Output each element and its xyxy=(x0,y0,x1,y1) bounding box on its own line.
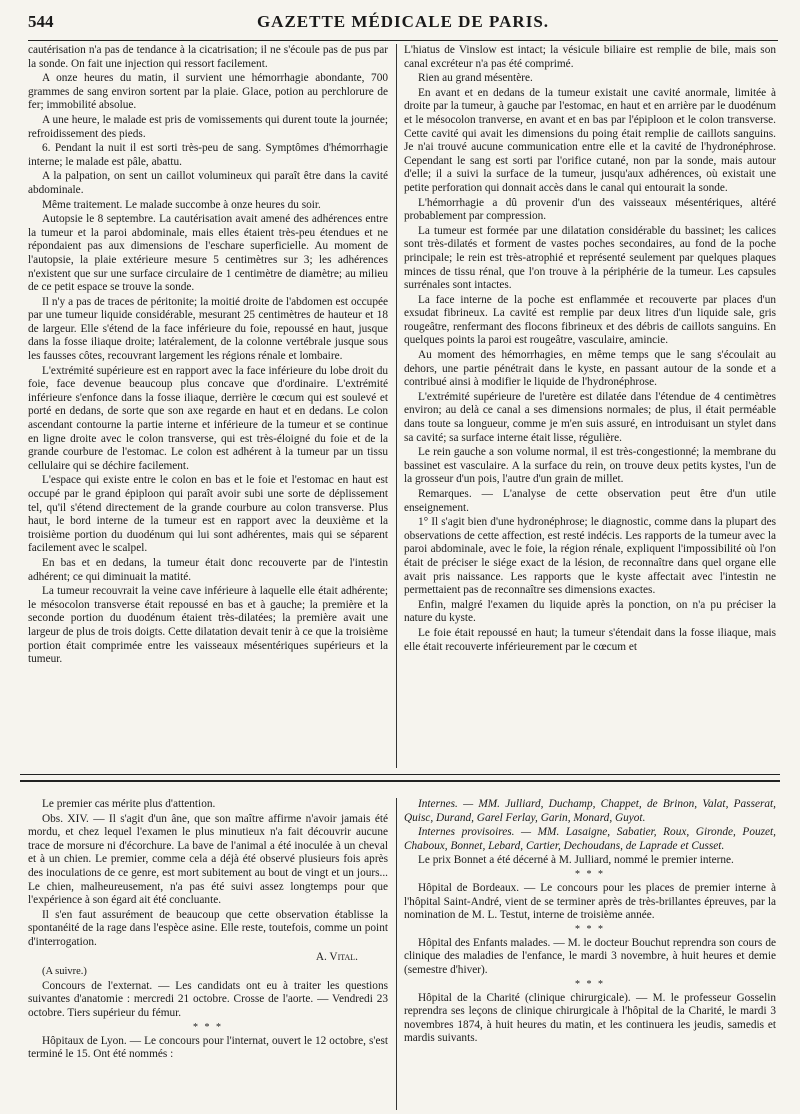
paragraph: Au moment des hémorrhagies, en même temps que le sang s'écoulait au dehors, une partie pénétrait dans le kyste, en passant autour de la sonde et a contribué ainsi à modifier le liquide de l'hydronéphrose. xyxy=(404,349,776,389)
paragraph: En avant et en dedans de la tumeur existait une cavité anormale, limitée à droite par la tumeur, à gauche par l'estomac, en haut et en arrière par le duodénum et le mésocolon tranverse, en avant et en bas par l'épiploon et le colon transverse. Cette cavité qui avait les dimensions du poing était remplie de caillots sanguins. Je n'ai trouvé aucune communication entre elle et la cavité de l'hydronéphrose. Cependant le sang est sorti par l'orifice cutané, non par la sonde, mais autour d'elle; il a suivi la surface de la tumeur, jusqu'aux adhérences, où existait une petite perforation qui donnait accès dans le canal qui entourait la sonde. xyxy=(404,86,776,194)
article-column-left xyxy=(28,44,388,766)
news-column-left xyxy=(28,798,388,1108)
news-item-charite: Hôpital de la Charité (clinique chirurgicale). — M. le professeur Gosselin reprendra ses leçons de clinique chirurgicale à l'hôpital de la Charité, le mardi 3 novembres 1874, à huit heures du matin, et les continuera les jeudis, samedis et mardis suivants. xyxy=(404,991,776,1045)
column-divider-bottom xyxy=(396,798,397,1110)
paragraph: A une heure, le malade est pris de vomissements qui durent toute la journée; refroidissement des pieds. xyxy=(28,113,388,140)
paragraph: L'extrémité supérieure de l'uretère est dilatée dans l'étendue de 4 centimètres environ; au delà ce canal a ses dimensions normales; de plus, il était perméable dans toute sa longueur, comme je m'en suis assuré, en introduisant un stylet dans sa cavité; sa surface interne était lisse, régulière. xyxy=(404,390,776,444)
paragraph: Le foie était repoussé en haut; la tumeur s'étendait dans la fosse iliaque, mais elle était recouverte inférieurement par le cœcum et xyxy=(404,626,776,653)
author-signature: A. Vital. xyxy=(315,950,358,963)
paragraph: L'hiatus de Vinslow est intact; la vésicule biliaire est remplie de bile, mais son canal excréteur n'a pas été comprimé. xyxy=(404,44,776,70)
paragraph: L'extrémité supérieure est en rapport avec la face inférieure du lobe droit du foie, face devenue beaucoup plus concave que d'ordinaire. L'extrémité inférieure s'enfonce dans la fosse iliaque, derrière le cœcum qui est soulevé et porté en dedans, de sorte que son axe regarde en haut et en dedans. Le colon ascendant contourne la partie interne et inférieure de la tumeur et se continue en ligne droite avec le colon transverse, qui est très-éloigné du foie et de la grande courbure de l'estomac. Le colon est adhérent à la tumeur par un tissu cellulaire qui se déchire facilement. xyxy=(28,364,388,472)
paragraph: L'espace qui existe entre le colon en bas et le foie et l'estomac en haut est occupé par le grand épiploon qui paraît avoir subi une sorte de déplissement tel, qu'il s'étend directement de la grande courbure au colon transverse. Plus haut, le bord interne de la tumeur est en rapport avec la deuxième et la troisième portion du duodénum qui lui sont adhérentes, mais qui se séparent facilement avec le scalpel. xyxy=(28,474,388,555)
separator-asterisks: * * * xyxy=(575,978,605,990)
provisional-interns-list: Internes provisoires. — MM. Lasaigne, Sabatier, Roux, Gironde, Pouzet, Chaboux, Bonnet, Lebard, Cartier, Dechoudans, de Laprade et Cusset. xyxy=(404,826,776,852)
paragraph: Autopsie le 8 septembre. La cautérisation avait amené des adhérences entre la tumeur et la paroi abdominale, mais elles étaient très-peu étendues et ne répondaient pas aux dimensions de l'eschare superficielle. Au moment de l'autopsie, la plaie extérieure mesure 5 centimètres sur 3; les adhérences n'existent que sur une surface circulaire de 1 centimètre de diamètre; au milieu de ce petit espace se trouve la sonde. xyxy=(28,213,388,294)
to-be-continued: (A suivre.) xyxy=(42,966,87,978)
paragraph: En bas et en dedans, la tumeur était donc recouverte par de l'intestin adhérent; ce qui diminuait la matité. xyxy=(28,556,388,583)
paragraph: Le rein gauche a son volume normal, il est très-congestionné; la membrane du bassinet est vasculaire. A la surface du rein, on trouve deux petits kystes, l'un de la grosseur d'un pois, l'autre d'un grain de millet. xyxy=(404,446,776,486)
paragraph: Enfin, malgré l'examen du liquide après la ponction, on n'a pu préciser la nature du kyste. xyxy=(404,598,776,625)
observation-paragraph: Obs. XIV. — Il s'agit d'un âne, que son maître affirme n'avoir jamais été mordu, et chez lequel l'examen le plus minutieux n'a fait découvrir aucune trace de morsure ni d'écorchure. La bave de l'animal a été inoculée à un cheval et à un chien. Le premier, comme cela a déjà été observé plusieurs fois après des inoculations de ce genre, est mort subitement au bout de vingt et un jours... Le chien, malheureusement, n'a pas été suivi assez longtemps pour que l'expérience à son égard ait été concluante. xyxy=(28,812,388,907)
column-divider-top xyxy=(396,44,397,768)
paragraph: A onze heures du matin, il survient une hémorrhagie abondante, 700 grammes de sang environ sortent par la plaie. Glace, potion au perchlorure de fer; immobilité absolue. xyxy=(28,72,388,112)
paragraph: La tumeur recouvrait la veine cave inférieure à laquelle elle était adhérente; le mésocolon transverse était repoussé en bas et à gauche; la première et la seconde portion du duodénum étaient très-dilatées; la première avait une largeur de plus de trois doigts. Cette dilatation devait tenir à ce que la troisième portion était comprimée entre les vaisseaux mésentériques supérieurs et la tumeur. xyxy=(28,585,388,666)
article-column-right xyxy=(404,44,776,766)
journal-title: GAZETTE MÉDICALE DE PARIS. xyxy=(256,12,550,31)
paragraph: Le prix Bonnet a été décerné à M. Julliard, nommé le premier interne. xyxy=(418,854,734,867)
news-column-right xyxy=(404,798,776,1108)
interns-list: Internes. — MM. Julliard, Duchamp, Chappet, de Brinon, Valat, Passerat, Quisc, Durand, Garel Ferlay, Garin, Monard, Guyot. xyxy=(404,798,776,824)
news-item-lyon: Hôpitaux de Lyon. — Le concours pour l'internat, ouvert le 12 octobre, s'est terminé le 15. Ont été nommés : xyxy=(28,1034,388,1061)
news-item-bordeaux: Hôpital de Bordeaux. — Le concours pour les places de premier interne à l'hôpital Saint-André, vient de se terminer après de très-brillantes épreuves, par la nomination de M. L. Testut, interne de troisième année. xyxy=(404,881,776,922)
section-rule-bottom xyxy=(20,780,780,782)
paragraph: Il n'y a pas de traces de péritonite; la moitié droite de l'abdomen est occupée par une tumeur liquide considérable, mesurant 25 centimètres de hauteur et 18 de largeur. Elle s'étend de la face inférieure du foie, repoussé en haut, jusque dans la fosse iliaque droite; latéralement, de la colonne vertébrale jusque sous les fausses côtes, recouvrant largement les régions rénale et lombaire. xyxy=(28,295,388,363)
separator-asterisks: * * * xyxy=(575,923,605,935)
paragraph: La tumeur est formée par une dilatation considérable du bassinet; les calices sont très-dilatés et forment de vastes poches secondaires, au fond de la poche principale; le rein est très-atrophié et représenté seulement par quelques plaques minces de tissu rénal, que l'on trouve à la périphérie de la tumeur. Les capsules surrénales sont intactes. xyxy=(404,224,776,292)
page-header xyxy=(28,12,778,41)
paragraph: 1° Il s'agit bien d'une hydronéphrose; le diagnostic, comme dans la plupart des observations de cette affection, est resté indécis. Les rapports de la tumeur avec la paroi abdominale, avec le foie, la région rénale, expliquent l'impossibilité où l'on était de préciser le siége exact de la lésion, de reconnaître dans quel organe elle avait pris naissance. Les rapports que le kyste affectait avec l'intestin ne permettaient pas de reconnaître ses dimensions exactes. xyxy=(404,516,776,597)
paragraph: A la palpation, on sent un caillot volumineux qui paraît être dans la cavité abdominale. xyxy=(28,170,388,196)
paragraph: La face interne de la poche est enflammée et recouverte par places d'un exsudat fibrineux. La cavité est remplie par deux litres d'un liquide sale, gris rougeâtre, renfermant des flocons fibrineux et des débris de caillots sanguins. En quelques points la paroi est rougeâtre, vasculaire, amincie. xyxy=(404,293,776,347)
paragraph: Rien au grand mésentère. xyxy=(418,72,533,85)
paragraph: Il s'en faut assurément de beaucoup que cette observation établisse la spontanéité de la rage dans l'espèce asine. Elle reste, toutefois, comme un point d'interrogation. xyxy=(28,908,388,948)
paragraph: Le premier cas mérite plus d'attention. xyxy=(42,798,216,810)
page-number: 544 xyxy=(28,12,54,31)
paragraph: L'hémorrhagie a dû provenir d'un des vaisseaux mésentériques, altéré probablement par compression. xyxy=(404,196,776,223)
news-item-enfants-malades: Hôpital des Enfants malades. — M. le docteur Bouchut reprendra son cours de clinique des maladies de l'enfance, le mardi 3 novembre, à huit heures et demie (semestre d'hiver). xyxy=(404,936,776,976)
section-rule-top xyxy=(20,774,780,775)
paragraph: Remarques. — L'analyse de cette observation peut être d'un utile enseignement. xyxy=(404,488,776,514)
separator-asterisks: * * * xyxy=(575,868,605,880)
paragraph: 6. Pendant la nuit il est sorti très-peu de sang. Symptômes d'hémorrhagie interne; le malade est pâle, abattu. xyxy=(28,142,388,168)
separator-asterisks: * * * xyxy=(193,1021,223,1033)
paragraph: cautérisation n'a pas de tendance à la cicatrisation; il ne s'écoule pas de pus par la sonde. On fait une injection qui ressort facilement. xyxy=(28,44,388,70)
news-item-externat: Concours de l'externat. — Les candidats ont eu à traiter les questions suivantes d'anatomie : mercredi 21 octobre. Crosse de l'aorte. — Vendredi 23 octobre. Tiers supérieur du fémur. xyxy=(28,979,388,1019)
paragraph: Même traitement. Le malade succombe à onze heures du soir. xyxy=(42,198,321,211)
